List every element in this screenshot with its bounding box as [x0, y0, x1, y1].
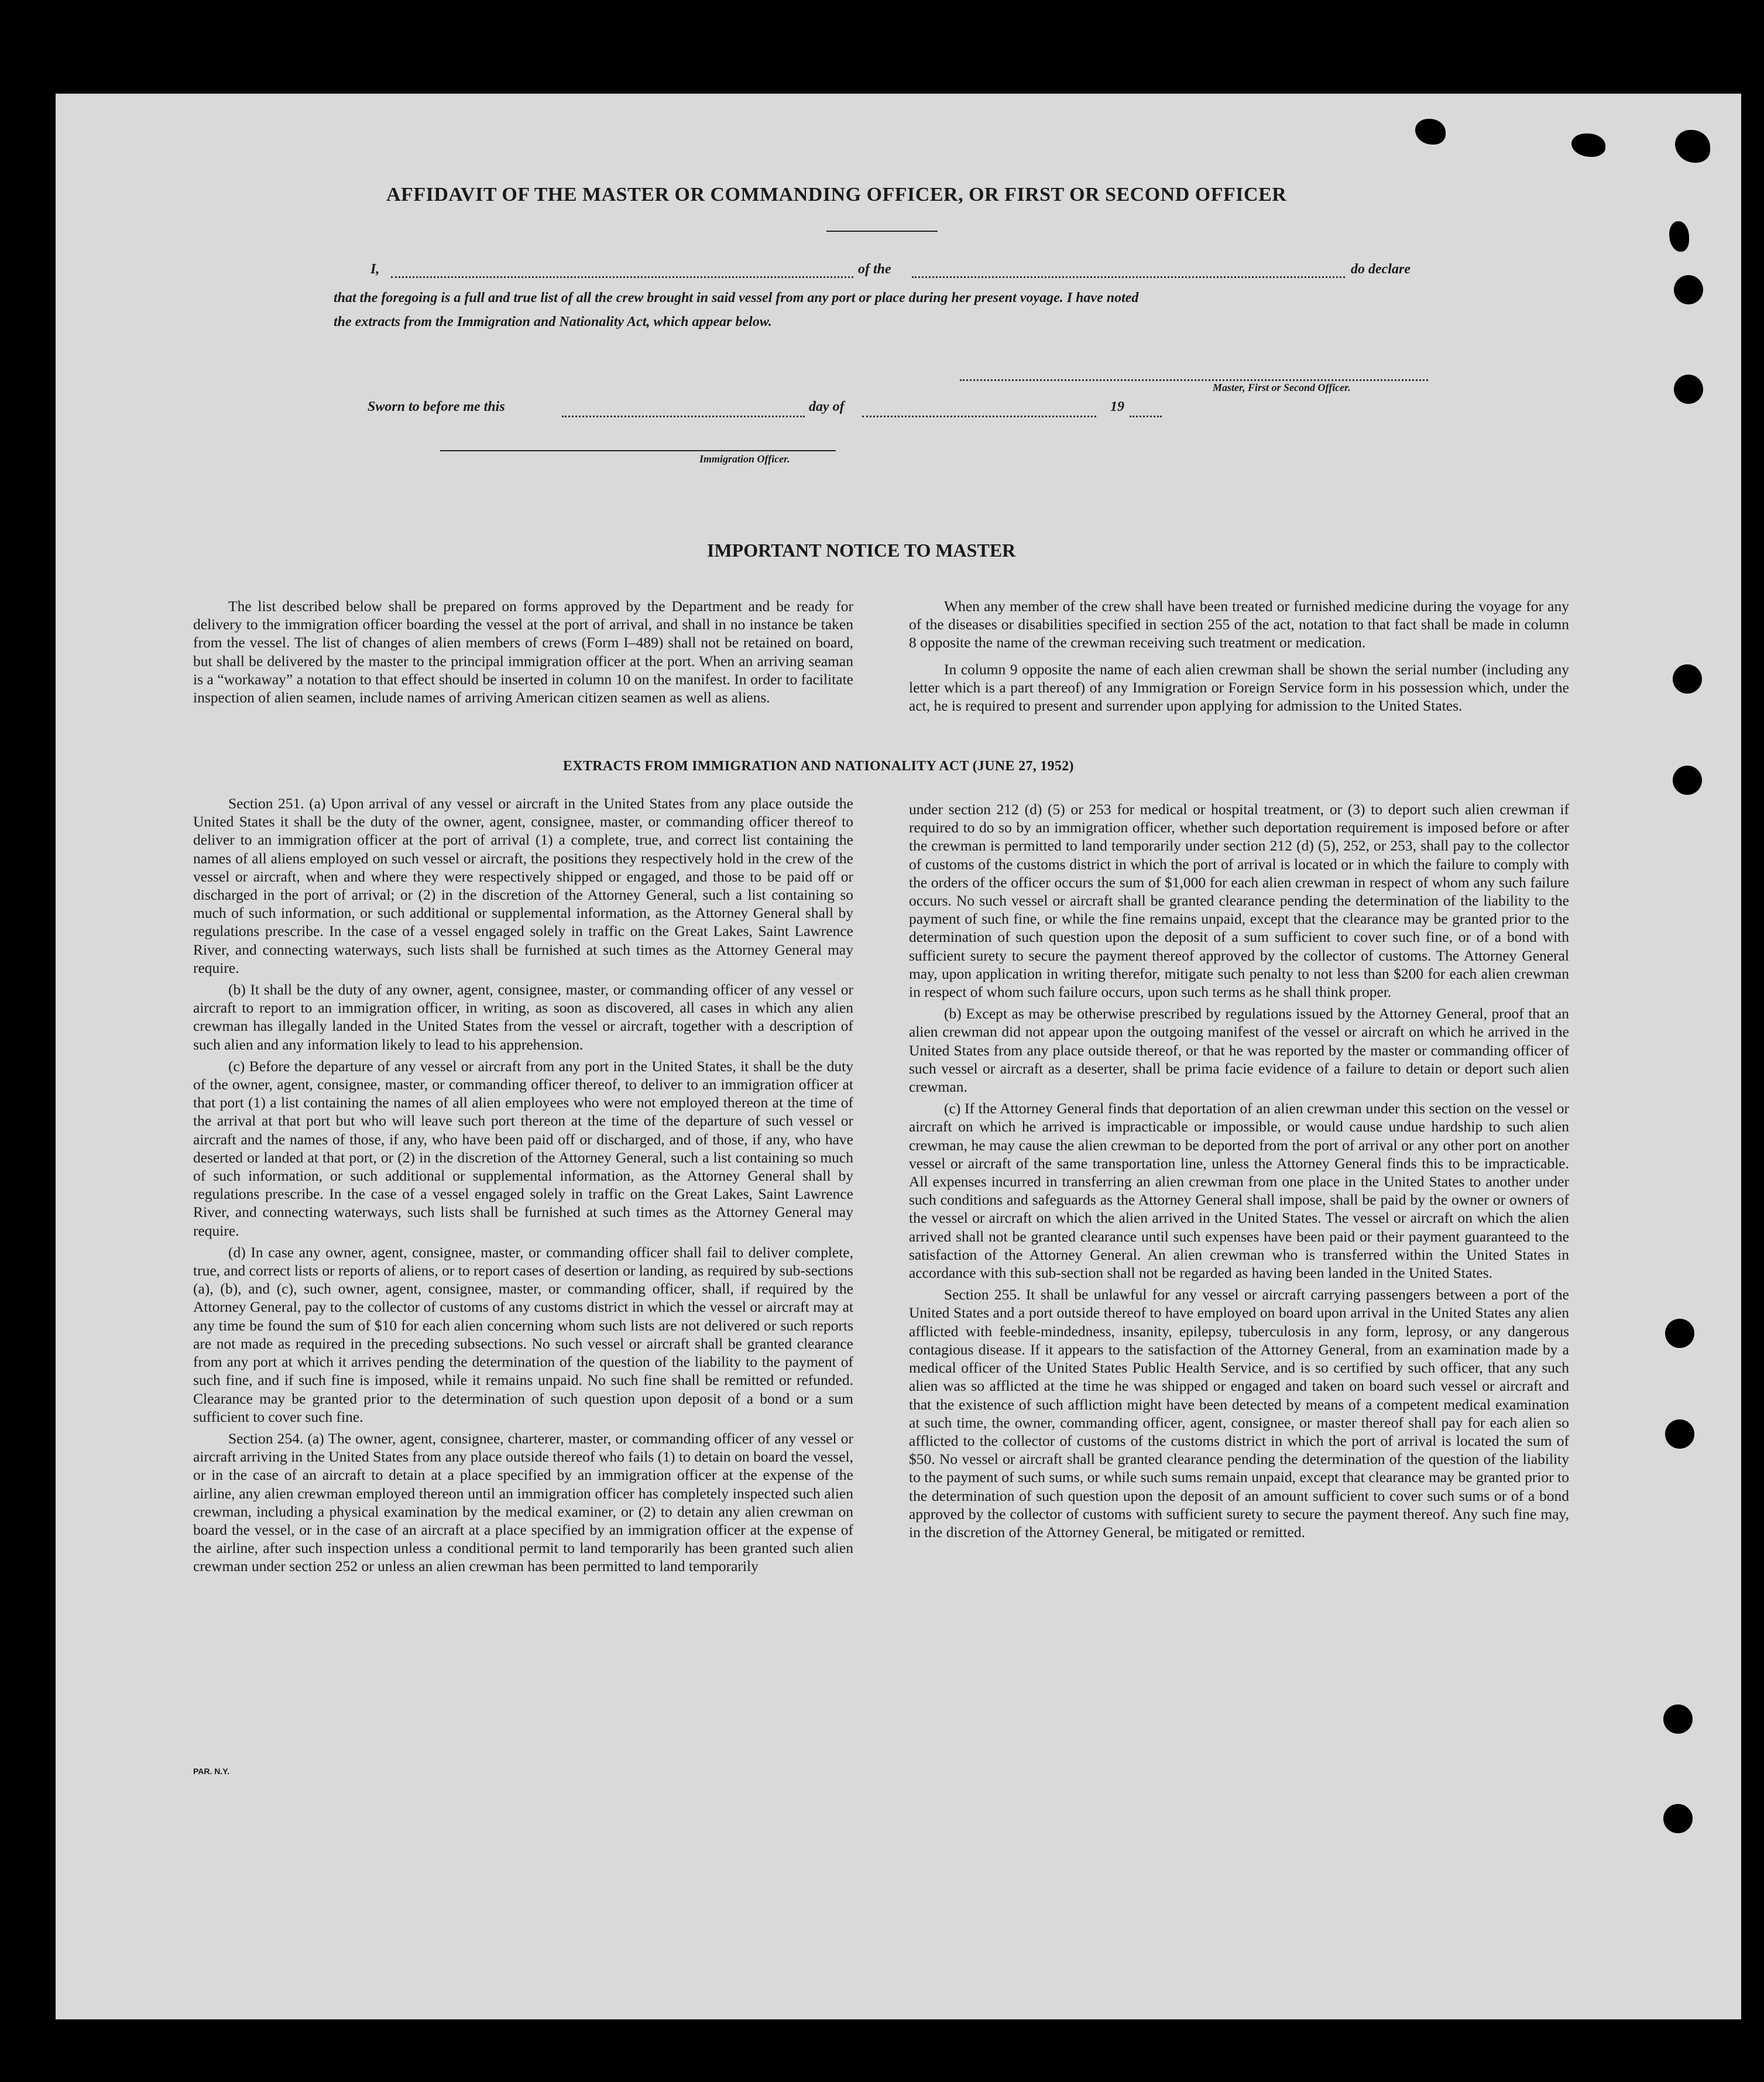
punch-hole [1663, 1704, 1693, 1734]
act-paragraph: (d) In case any owner, agent, consignee, master, or commanding officer shall fail to deliver complete, true, and correct lists or reports of aliens, or to report cases of desertion or landing, as required by sub-sections (a), (b), and (c), such owner, agent, consignee, master, or commanding officer, shall, if required by the Attorney General, pay to the collector of customs of any customs district in which the vessel or aircraft may at any time be found the sum of $10 for each alien concerning whom such lists are not delivered or such reports are not made as required in the preceding subsections. No such vessel or aircraft shall be granted clearance from any port at which it arrives pending the determination of the question of the liability to the payment of such fine, and if such fine is imposed, while it remains unpaid. No such fine shall be remitted or refunded. Clearance may be granted prior to the determination of such question upon deposit of a bond or a sum sufficient to cover such fine. [193, 1243, 853, 1425]
notice-paragraph: In column 9 opposite the name of each alien crewman shall be shown the serial number (including any letter which is a part thereof) of any Immigration or Foreign Service form in his possession which, under the act, he is required to present and surrender upon applying for admission to the United States. [909, 660, 1569, 715]
affiant-name-field[interactable] [391, 276, 853, 278]
sworn-day-field[interactable] [562, 416, 805, 417]
extracts-right-column [909, 800, 1569, 1541]
master-signature-label: Master, First or Second Officer. [1213, 382, 1351, 393]
act-paragraph: under section 212 (d) (5) or 253 for medical or hospital treatment, or (3) to deport such alien crewman if required to do so by an immigration officer, whether such deportation requirement is imposed before or after the crewman is permitted to land temporarily under section 212 (d) (5), 252, or 253, shall pay to the collector of customs of the customs district in which the port of arrival is located or in which the failure to comply with the orders of the officer occurs the sum of $1,000 for each alien crewman in respect of whom any such failure occurs. No such vessel or aircraft shall be granted clearance pending the determination of the liability to the payment of such fine, or while the fine remains unpaid, except that the clearance may be granted prior to the determination of such question upon the deposit of a sum sufficient to cover such fine, or of a bond with sufficient surety to secure the payment thereof approved by the collector of customs. The Attorney General may, upon application in writing therefor, mitigate such penalty to not less than $200 for each alien crewman in respect of whom such failure occurs, upon such terms as he shall think proper. [909, 801, 1569, 1001]
notice-title: IMPORTANT NOTICE TO MASTER [707, 540, 1016, 561]
officer-signature-line[interactable] [440, 450, 836, 451]
act-paragraph: (b) It shall be the duty of any owner, agent, consignee, master, or commanding officer of any vessel or aircraft to report to an immigration officer, in writing, as soon as discovered, all cases in which any alien crewman has illegally landed in the United States from the vessel or aircraft, together with a description of such alien and any information likely to lead to his apprehension. [193, 981, 853, 1053]
vessel-name-field[interactable] [912, 276, 1345, 278]
sworn-month-field[interactable] [862, 416, 1096, 417]
of-the-label: of the [858, 262, 891, 277]
act-paragraph: Section 254. (a) The owner, agent, consignee, charterer, master, or commanding officer of any vessel or aircraft arriving in the United States from any place outside thereof who fails (1) to detain on board the vessel, or in the case of an aircraft to detain at a place specified by an immigration officer at the expense of the airline, any alien crewman employed thereon until an immigration officer has completely inspected such alien crewman, including a physical examination by the medical examiner, or (2) to detain any alien crewman on board the vessel, or in the case of an aircraft at a place specified by an immigration officer at the expense of the airline, after such inspection unless a conditional permit to land temporarily has been granted such alien crewman under section 252 or unless an alien crewman has been permitted to land temporarily [193, 1429, 853, 1575]
sworn-label: Sworn to before me this [368, 399, 505, 414]
notice-right-column [909, 597, 1569, 715]
affidavit-statement-line: the extracts from the Immigration and Nationality Act, which appear below. [334, 314, 772, 330]
title-underline [826, 231, 938, 232]
punch-hole [1674, 275, 1703, 304]
notice-paragraph: The list described below shall be prepared on forms approved by the Department and be ready for delivery to the immigration officer boarding the vessel at the port of arrival, and shall in no instance be taken from the vessel. The list of changes of alien members of crews (Form I–489) shall not be retained on board, but shall be delivered by the master to the principal immigration officer at the port. When an arriving seaman is a “workaway” a notation to that effect should be inserted in column 10 on the manifest. In order to facilitate inspection of alien seamen, include names of arriving American citizen seamen as well as aliens. [193, 598, 853, 706]
punch-hole [1673, 766, 1702, 795]
punch-hole [1674, 375, 1703, 404]
notice-left-column [193, 597, 853, 706]
affidavit-statement-line: that the foregoing is a full and true list of all the crew brought in said vessel from any port or place during her present voyage. I have noted [334, 290, 1139, 306]
day-of-label: day of [809, 399, 845, 414]
notice-paragraph: When any member of the crew shall have been treated or furnished medicine during the voyage for any of the diseases or disabilities specified in section 255 of the act, notation to that fact shall be made in column 8 opposite the name of the crewman receiving such treatment or medication. [909, 598, 1569, 651]
master-signature-field[interactable] [960, 379, 1428, 381]
declare-label: do declare [1351, 262, 1410, 277]
punch-hole [1665, 1319, 1694, 1348]
act-paragraph: (c) Before the departure of any vessel or aircraft from any port in the United States, it shall be the duty of the owner, agent, consignee, master, or commanding officer thereof, to deliver to an immigration officer at that port (1) a list containing the names of all alien employees who were not employed thereon at the time of the arrival at that port but who will leave such port thereon at the time of the departure of such vessel or aircraft and the names of those, if any, who have been paid off or discharged, and of those, if any, who have deserted or landed at that port, or (2) in the discretion of the Attorney General, such a list containing so much of such information, or such additional or supplemental information, as the Attorney General shall by regulations prescribe. In the case of a vessel engaged solely in traffic on the Great Lakes, Saint Lawrence River, and connecting waterways, such lists shall be furnished at such times as the Attorney General may require. [193, 1057, 853, 1239]
act-paragraph: (b) Except as may be otherwise prescribed by regulations issued by the Attorney General, proof that an alien crewman did not appear upon the outgoing manifest of the vessel or aircraft on which he arrived in the United States from any place outside thereof, or that he was reported by the master or commanding officer of such vessel or aircraft as a deserter, shall be prima facie evidence of a failure to detain or deport such alien crewman. [909, 1005, 1569, 1096]
extracts-title: EXTRACTS FROM IMMIGRATION AND NATIONALITY ACT (JUNE 27, 1952) [563, 759, 1074, 774]
affidavit-title: AFFIDAVIT OF THE MASTER OR COMMANDING OFFICER, OR FIRST OR SECOND OFFICER [386, 184, 1287, 205]
printer-mark: PAR. N.Y. [193, 1767, 229, 1776]
extracts-left-column [193, 794, 853, 1576]
sworn-year-field[interactable] [1130, 416, 1162, 417]
affiant-label: I, [370, 262, 380, 277]
punch-hole [1673, 664, 1702, 694]
punch-hole [1663, 1804, 1693, 1833]
act-paragraph: Section 251. (a) Upon arrival of any vessel or aircraft in the United States from any place outside the United States it shall be the duty of the owner, agent, consignee, master, or commanding officer thereof to deliver to an immigration officer at the port of arrival (1) a complete, true, and correct list containing the names of all aliens employed on such vessel or aircraft, the positions they respectively hold in the crew of the vessel or aircraft, when and where they were respectively shipped or engaged, and those to be paid off or discharged in the port of arrival; or (2) in the discretion of the Attorney General, such a list containing so much of such information, or such additional or supplemental information, as the Attorney General shall by regulations prescribe. In the case of a vessel engaged solely in traffic on the Great Lakes, Saint Lawrence River, and connecting waterways, such lists shall be furnished at such times as the Attorney General may require. [193, 795, 853, 976]
year-label: 19 [1110, 399, 1124, 414]
act-paragraph: (c) If the Attorney General finds that deportation of an alien crewman under this section on the vessel or aircraft on which he arrived is impracticable or impossible, or would cause undue hardship to such alien crewman, he may cause the alien crewman to be deported from the port of arrival or any other port on another vessel or aircraft of the same transportation line, unless the Attorney General finds this to be impracticable. All expenses incurred in transferring an alien crewman from one place in the United States to another under such conditions and safeguards as the Attorney General shall impose, shall be paid by the owner or owners of the vessel or aircraft on which the alien arrived in the United States. The vessel or aircraft on which the alien arrived shall not be granted clearance until such expenses have been paid or their payment guaranteed to the satisfaction of the Attorney General. An alien crewman who is transferred within the United States in accordance with this sub-section shall not be regarded as having been landed in the United States. [909, 1100, 1569, 1282]
punch-hole [1665, 1419, 1694, 1449]
act-paragraph: Section 255. It shall be unlawful for any vessel or aircraft carrying passengers between a port of the United States and a port outside thereof to have employed on board upon arrival in the United States any alien afflicted with feeble-mindedness, insanity, epilepsy, tuberculosis in any form, leprosy, or any dangerous contagious disease. If it appears to the satisfaction of the Attorney General, from an examination made by a medical officer of the United States Public Health Service, and is so certified by such officer, that any such alien was so afflicted at the time he was shipped or engaged and taken on board such vessel or aircraft and that the existence of such affliction might have been detected by means of a competent medical examination at such time, the owner, commanding officer, agent, consignee, or master thereof shall pay for each alien so afflicted to the collector of customs of the customs district in which the port of arrival is located the sum of $50. No vessel or aircraft shall be granted clearance pending the determination of the question of the liability to the payment of such sums, or while such sums remain unpaid, except that clearance may be granted prior to the determination of such question upon the deposit of an amount sufficient to cover such sums or of a bond approved by the collector of customs with sufficient surety to secure the payment thereof. Any such fine may, in the discretion of the Attorney General, be mitigated or remitted. [909, 1286, 1569, 1541]
officer-signature-label: Immigration Officer. [699, 453, 790, 465]
